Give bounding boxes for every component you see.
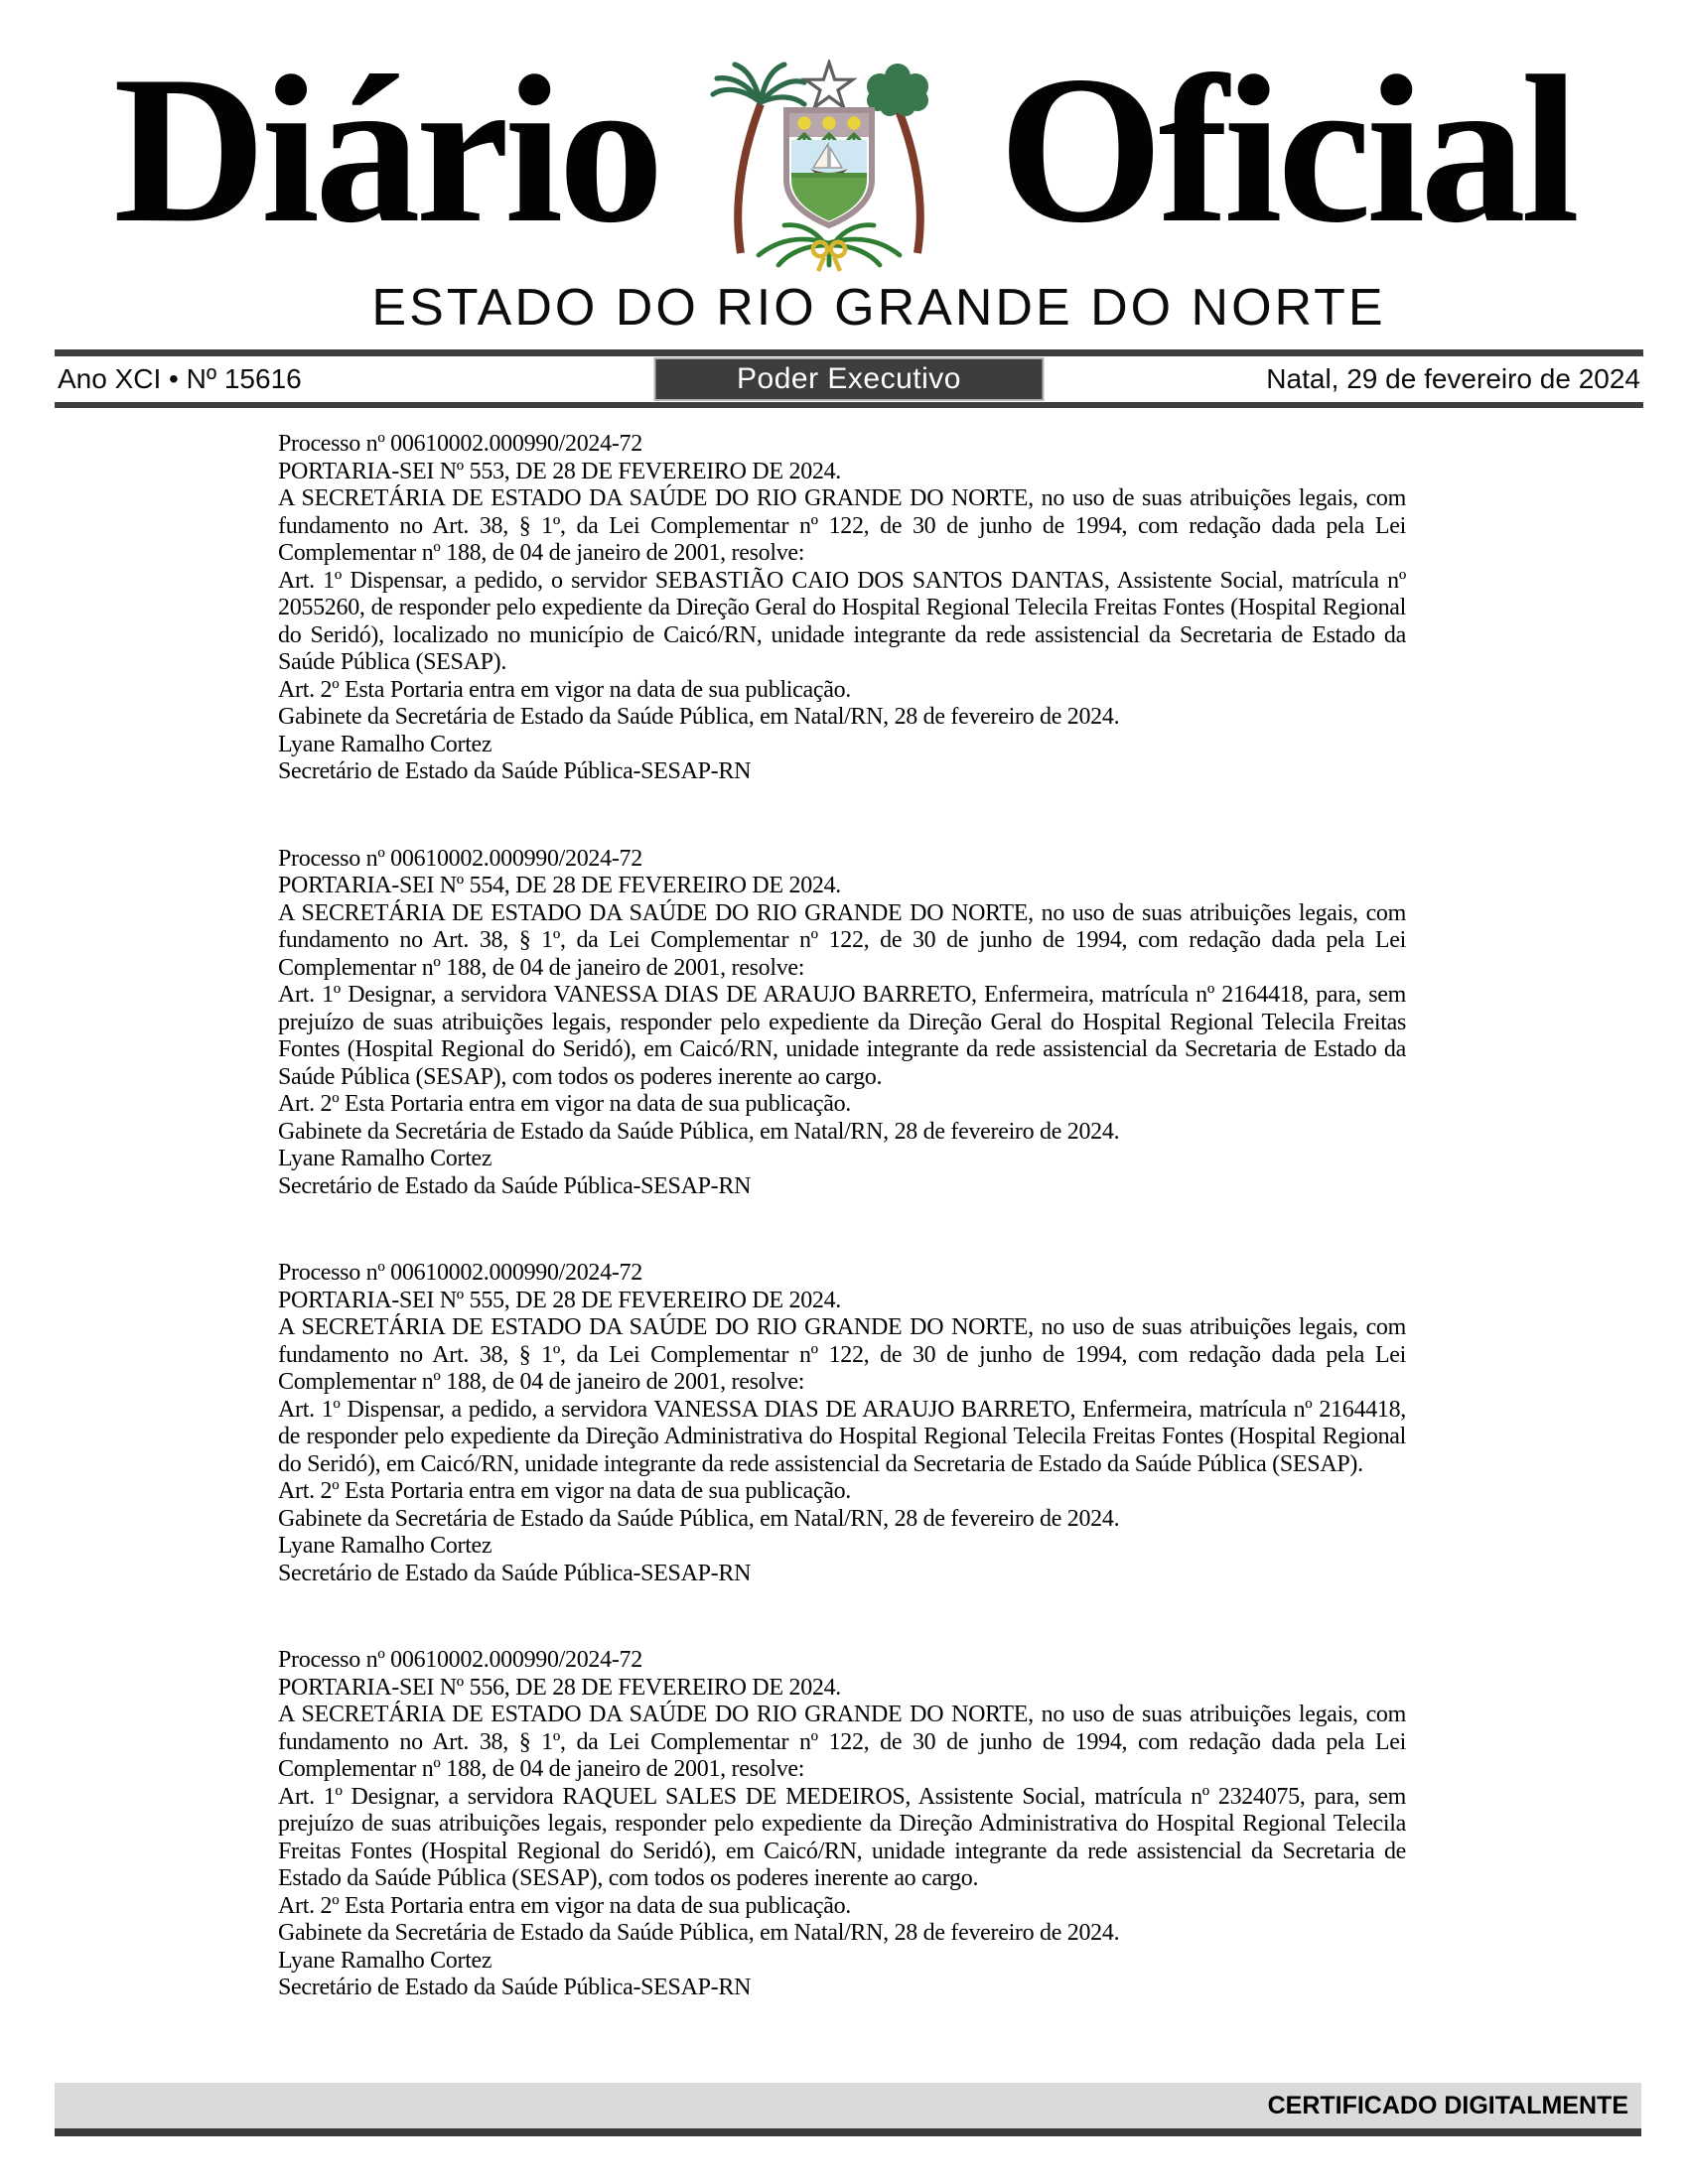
signature-role: Secretário de Estado da Saúde Pública-SESAP-RN <box>278 1560 752 1586</box>
certification-label: CERTIFICADO DIGITALMENTE <box>1267 2091 1628 2119</box>
edition-number: Ano XCI • Nº 15616 <box>58 363 302 394</box>
portaria-title: PORTARIA-SEI Nº 556, DE 28 DE FEVEREIRO DE 2024. <box>278 1674 841 1701</box>
portaria-section <box>278 431 1406 786</box>
masthead-title-right: Oficial <box>998 33 1575 267</box>
signature-name: Lyane Ramalho Cortez <box>278 1146 492 1171</box>
portaria-article-2: Art. 2º Esta Portaria entra em vigor na data de sua publicação. <box>278 1478 851 1504</box>
portaria-article-2: Art. 2º Esta Portaria entra em vigor na data de sua publicação. <box>278 1091 851 1117</box>
signature-name: Lyane Ramalho Cortez <box>278 1947 492 1974</box>
coat-of-arms-icon <box>699 60 959 278</box>
portaria-preamble: A SECRETÁRIA DE ESTADO DA SAÚDE DO RIO GRANDE DO NORTE, no uso de suas atribuições legais, com fundamento no Art. 38, § 1º, da Lei Complementar nº 122, de 30 de junho de 1994, com redação dada pela Lei Complementar nº 188, de 04 de janeiro de 2001, resolve: <box>278 485 1406 566</box>
masthead-subtitle: ESTADO DO RIO GRANDE DO NORTE <box>371 279 1386 337</box>
portaria-section <box>278 1260 1406 1587</box>
signature-role: Secretário de Estado da Saúde Pública-SESAP-RN <box>278 758 752 784</box>
signature-role: Secretário de Estado da Saúde Pública-SESAP-RN <box>278 1975 752 2000</box>
portaria-section <box>278 846 1406 1201</box>
edition-infobar <box>55 349 1643 408</box>
portaria-article-2: Art. 2º Esta Portaria entra em vigor na data de sua publicação. <box>278 676 851 703</box>
gazette-body <box>278 431 1406 2062</box>
masthead-title-row <box>55 33 1633 278</box>
portaria-article-1: Art. 1º Designar, a servidora VANESSA DIAS DE ARAUJO BARRETO, Enfermeira, matrícula nº 2164418, para, sem prejuízo de suas atribuições legais, responder pelo expediente da Direção Geral do Hospital Regional Telecila Freitas Fontes (Hospital Regional do Seridó), em Caicó/RN, unidade integrante da rede assistencial da Secretaria de Estado da Saúde Pública (SESAP), com todos os poderes inerente ao cargo. <box>278 982 1406 1090</box>
poder-executivo-badge: Poder Executivo <box>654 357 1045 401</box>
portaria-article-1: Art. 1º Dispensar, a pedido, o servidor SEBASTIÃO CAIO DOS SANTOS DANTAS, Assistente Social, matrícula nº 2055260, de responder pelo expediente da Direção Geral do Hospital Regional Telecila Freitas Fontes (Hospital Regional do Seridó), localizado no município de Caicó/RN, unidade integrante da rede assistencial da Secretaria de Estado da Saúde Pública (SESAP). <box>278 567 1406 675</box>
processo-number: Processo nº 00610002.000990/2024-72 <box>278 431 642 457</box>
portaria-article-1: Art. 1º Designar, a servidora RAQUEL SALES DE MEDEIROS, Assistente Social, matrícula nº 2324075, para, sem prejuízo de suas atribuições legais, responder pelo expediente da Direção Administrativa do Hospital Regional Telecila Freitas Fontes (Hospital Regional do Seridó), em Caicó/RN, unidade integrante da rede assistencial da Secretaria de Estado da Saúde Pública (SESAP), com todos os poderes inerente ao cargo. <box>278 1783 1406 1891</box>
portaria-preamble: A SECRETÁRIA DE ESTADO DA SAÚDE DO RIO GRANDE DO NORTE, no uso de suas atribuições legais, com fundamento no Art. 38, § 1º, da Lei Complementar nº 122, de 30 de junho de 1994, com redação dada pela Lei Complementar nº 188, de 04 de janeiro de 2001, resolve: <box>278 899 1406 981</box>
certification-bar <box>55 2083 1641 2128</box>
signature-name: Lyane Ramalho Cortez <box>278 1533 492 1559</box>
portaria-preamble: A SECRETÁRIA DE ESTADO DA SAÚDE DO RIO GRANDE DO NORTE, no uso de suas atribuições legais, com fundamento no Art. 38, § 1º, da Lei Complementar nº 122, de 30 de junho de 1994, com redação dada pela Lei Complementar nº 188, de 04 de janeiro de 2001, resolve: <box>278 1702 1406 1782</box>
portaria-gabinete-line: Gabinete da Secretária de Estado da Saúde Pública, em Natal/RN, 28 de fevereiro de 2024. <box>278 1505 1120 1532</box>
portaria-gabinete-line: Gabinete da Secretária de Estado da Saúde Pública, em Natal/RN, 28 de fevereiro de 2024. <box>278 704 1120 730</box>
processo-number: Processo nº 00610002.000990/2024-72 <box>278 845 642 872</box>
portaria-sections-list <box>278 431 1406 2002</box>
processo-number: Processo nº 00610002.000990/2024-72 <box>278 1647 642 1673</box>
portaria-title: PORTARIA-SEI Nº 554, DE 28 DE FEVEREIRO DE 2024. <box>278 873 841 898</box>
portaria-article-2: Art. 2º Esta Portaria entra em vigor na data de sua publicação. <box>278 1892 851 1919</box>
edition-date: Natal, 29 de fevereiro de 2024 <box>1266 363 1640 394</box>
portaria-section <box>278 1647 1406 2002</box>
signature-role: Secretário de Estado da Saúde Pública-SESAP-RN <box>278 1172 752 1199</box>
signature-name: Lyane Ramalho Cortez <box>278 731 492 757</box>
portaria-title: PORTARIA-SEI Nº 553, DE 28 DE FEVEREIRO DE 2024. <box>278 458 841 484</box>
footer-rule <box>55 2128 1641 2136</box>
portaria-title: PORTARIA-SEI Nº 555, DE 28 DE FEVEREIRO DE 2024. <box>278 1287 841 1313</box>
processo-number: Processo nº 00610002.000990/2024-72 <box>278 1260 642 1286</box>
masthead-title-left: Diário <box>113 33 659 267</box>
portaria-gabinete-line: Gabinete da Secretária de Estado da Saúde Pública, em Natal/RN, 28 de fevereiro de 2024. <box>278 1118 1120 1145</box>
portaria-preamble: A SECRETÁRIA DE ESTADO DA SAÚDE DO RIO GRANDE DO NORTE, no uso de suas atribuições legais, com fundamento no Art. 38, § 1º, da Lei Complementar nº 122, de 30 de junho de 1994, com redação dada pela Lei Complementar nº 188, de 04 de janeiro de 2001, resolve: <box>278 1314 1406 1395</box>
portaria-article-1: Art. 1º Dispensar, a pedido, a servidora VANESSA DIAS DE ARAUJO BARRETO, Enfermeira, matrícula nº 2164418, de responder pelo expediente da Direção Administrativa do Hospital Regional Telecila Freitas Fontes (Hospital Regional do Seridó), em Caicó/RN, unidade integrante da rede assistencial da Secretaria de Estado da Saúde Pública (SESAP). <box>278 1396 1406 1477</box>
portaria-gabinete-line: Gabinete da Secretária de Estado da Saúde Pública, em Natal/RN, 28 de fevereiro de 2024. <box>278 1920 1120 1946</box>
